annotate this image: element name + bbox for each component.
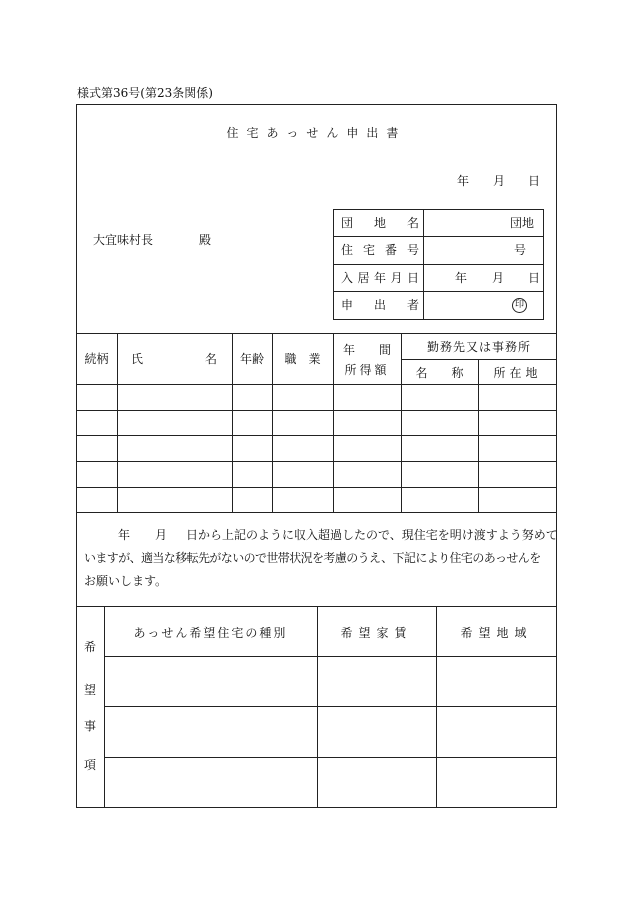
header-relation: 続柄 (84, 352, 109, 366)
label-danchi: 団地名 (341, 216, 419, 230)
wish-side-3: 事 (84, 719, 97, 733)
header-workplace-address: 所在地 (493, 366, 542, 380)
wish-side-4: 項 (84, 758, 97, 772)
label-applicant: 申出者 (341, 298, 419, 312)
date-year: 年 (457, 174, 470, 188)
table-row[interactable] (76, 488, 557, 512)
header-workplace: 勤務先又は事務所 (426, 340, 531, 354)
header-name-a: 氏 (131, 352, 144, 366)
field-house-number[interactable]: 号 (514, 243, 527, 257)
header-name-b: 名 (205, 352, 218, 366)
statement-line3: お願いします。 (84, 574, 168, 588)
label-house-number: 住宅番号 (341, 243, 419, 257)
header-occupation: 職 業 (284, 352, 321, 366)
field-move-in-month[interactable]: 月 (492, 271, 505, 285)
header-housing-type: あっせん希望住宅の種別 (133, 626, 288, 640)
form-label: 様式第36号(第23条関係) (77, 86, 213, 100)
field-danchi[interactable]: 団地 (510, 216, 535, 230)
header-desired-area: 希望地域 (460, 626, 533, 640)
addressee-honorific: 殿 (199, 233, 212, 247)
wish-row[interactable] (105, 758, 557, 807)
header-workplace-name: 名 称 (415, 366, 464, 380)
wish-side-1: 希 (84, 640, 97, 654)
wish-row[interactable] (105, 657, 557, 706)
statement-year: 年 (118, 528, 131, 542)
page-title: 住宅あっせん申出書 (226, 126, 407, 140)
table-row[interactable] (76, 462, 557, 487)
header-desired-rent: 希望家賃 (340, 626, 413, 640)
label-move-in-date: 入居年月日 (341, 271, 419, 285)
statement-line2: いますが、適当な移転先がないので世帯状況を考慮のうえ、下記により住宅のあっせんを (84, 551, 541, 565)
table-row[interactable] (76, 385, 557, 410)
field-move-in-day[interactable]: 日 (528, 271, 541, 285)
seal-mark: 印 (512, 298, 527, 313)
wish-row[interactable] (105, 707, 557, 757)
header-age: 年齢 (239, 352, 264, 366)
statement-line1: 日から上記のように収入超過したので、現住宅を明け渡すよう努めて (186, 528, 558, 542)
addressee-name: 大宜味村長 (93, 233, 154, 247)
header-income-line2: 所得額 (344, 363, 390, 377)
table-row[interactable] (76, 411, 557, 435)
header-income-line1: 年 間 (342, 343, 391, 357)
date-month: 月 (493, 174, 506, 188)
field-move-in-year[interactable]: 年 (455, 271, 468, 285)
wish-side-2: 望 (84, 683, 97, 697)
table-row[interactable] (76, 436, 557, 461)
statement-month: 月 (155, 528, 168, 542)
date-day: 日 (528, 174, 541, 188)
